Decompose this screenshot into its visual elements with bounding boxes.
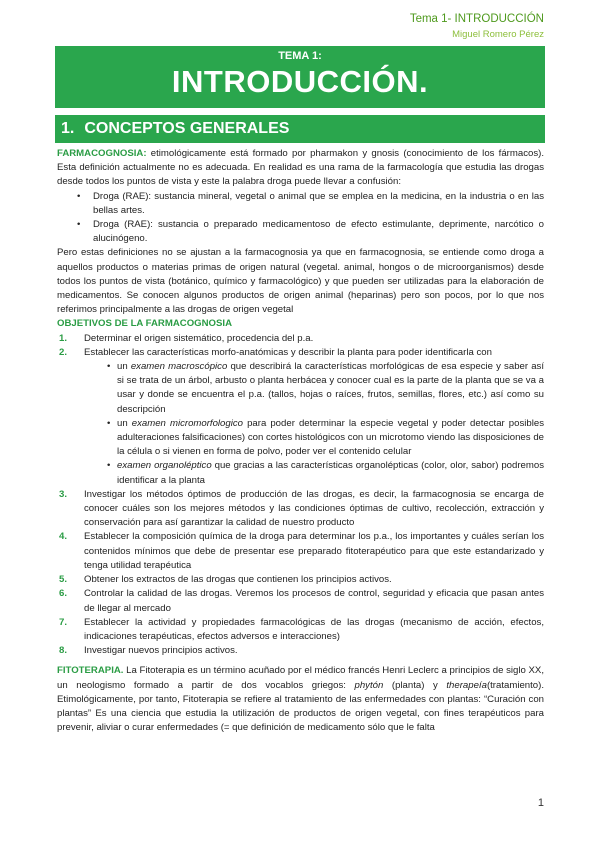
sub-prefix: un <box>117 361 131 373</box>
sub-emphasis: examen micromorfologico <box>131 417 243 429</box>
bullet-icon: • <box>107 460 111 472</box>
bullet-icon: • <box>107 417 111 429</box>
banner-subtitle: TEMA 1: <box>278 50 322 62</box>
bullet-icon: • <box>107 361 111 373</box>
list-item <box>57 573 544 587</box>
list-item <box>57 346 544 360</box>
section-number: 1. <box>61 120 75 137</box>
definition-list <box>57 190 544 247</box>
item-number: 2. <box>59 346 68 358</box>
list-item <box>57 417 544 460</box>
definition-text: Droga (RAE): sustancia mineral, vegetal o animal que se emplea en la medicina, en la industria o en las bellas artes. <box>93 190 544 216</box>
fito-text-1: La Fitoterapia es un término acuñado por el médico francés Henri Leclerc a principios de siglo XX, un neologismo formado a partir de dos vocablos griegos: <box>57 665 544 691</box>
sub-emphasis: examen organoléptico <box>117 460 212 472</box>
header-author: Miguel Romero Pérez <box>452 29 544 40</box>
sub-prefix: un <box>117 417 132 429</box>
item-number: 8. <box>59 645 68 657</box>
item-text: Investigar nuevos principios activos. <box>84 645 238 657</box>
term-farmacognosia: FARMACOGNOSIA: <box>57 148 147 159</box>
fito-em-2: therapeía <box>446 679 487 691</box>
item-text: Determinar el origen sistemático, procedencia del p.a. <box>84 332 314 344</box>
item-number: 4. <box>59 531 68 543</box>
definition-text: Droga (RAE): sustancia o preparado medicamentoso de efecto estimulante, deprimente, narcótico o alucinógeno. <box>93 219 544 245</box>
banner-title: INTRODUCCIÓN. <box>171 64 429 99</box>
fito-text-3: (tratamiento). Etimológicamente, por tanto, Fitoterapia se refiere al tratamiento de las enfermedades con plantas: “Curación con plantas” Es una ciencia que estudia la utilización de productos de origen vegetal, con fines terapéuticos para prevenir, aliviar o curar enfermedades (= que definición de medicamento sólo que le falta <box>57 679 544 734</box>
section-heading <box>55 115 545 143</box>
intro-text: etimológicamente está formado por pharmakon y gnosis (conocimiento de los fármacos). Esta definición actualmente no es adecuada. En realidad es una rama de la farmacología que estudia las drogas desde todos los puntos de vista y este la palabra droga puede llevar a confusión: <box>57 148 544 188</box>
intro-paragraph <box>57 147 544 190</box>
header-title: Tema 1- INTRODUCCIÓN <box>409 13 544 25</box>
sub-text: que describirá la características morfológicas de esa especie y saber así si se trata de un árbol, arbusto o planta herbácea y conocer cual es la parte de la planta que se va a usar y donde se encuentra el p.a. (tallos, hojas o raíces, frutos, semillas, flores, etc.) así como su descripción <box>117 361 544 415</box>
objectives-list <box>57 332 544 360</box>
list-item <box>57 332 544 346</box>
sub-emphasis: examen macroscópico <box>130 361 228 373</box>
item-number: 7. <box>59 616 68 628</box>
list-item <box>57 587 544 615</box>
item-text: Establecer las características morfo-anatómicas y describir la planta para poder identificarla con <box>84 346 492 358</box>
paragraph-drugs: Pero estas definiciones no se ajustan a la farmacognosia ya que en farmacognosia, se entiende como droga a aquellos productos o materias primas de origen natural (vegetal. animal, hongos o de microorganismos) desde todos los puntos de vista (botánico, químico y farmacológico) y que pueden ser utilizadas para la elaboración de medicamentos. Se conocen algunos productos de origen animal (heparinas) pero son pocos, por lo que nos referimos principalmente a las drogas de origen vegetal <box>57 247 544 316</box>
item-text: Investigar los métodos óptimos de producción de las drogas, es decir, la farmacognosia se encarga de conocer cuáles son los mejores métodos y las condiciones óptimas de cultivo, recolección, extracción y conservación para así garantizar la calidad de nuestro producto <box>84 488 544 529</box>
item-text: Controlar la calidad de las drogas. Veremos los procesos de control, seguridad y eficacia que pasan antes de llegar al mercado <box>84 588 544 614</box>
term-fitoterapia: FITOTERAPIA. <box>57 665 124 677</box>
list-item <box>57 644 544 658</box>
bullet-icon: • <box>77 190 81 202</box>
bullet-icon: • <box>77 219 81 231</box>
item-number: 1. <box>59 332 68 344</box>
item-text: Obtener los extractos de las drogas que contienen los principios activos. <box>84 574 392 586</box>
list-item <box>57 218 544 246</box>
fito-text-2: (planta) y <box>383 679 447 691</box>
fito-em-1: phytón <box>354 679 384 691</box>
list-item <box>57 530 544 573</box>
section-title: CONCEPTOS GENERALES <box>84 120 290 137</box>
item-number: 6. <box>59 588 68 600</box>
item-text: Establecer la composición química de la droga para determinar los p.a., los importantes y cuáles serían los contenidos mínimos que debe de presentar ese preparado fitoterapéutico para que este estandarizado y tenga utilidad terapéutica <box>84 531 544 571</box>
item-number: 5. <box>59 574 68 586</box>
objectives-heading: OBJETIVOS DE LA FARMACOGNOSIA <box>57 318 233 330</box>
list-item <box>57 190 544 218</box>
list-item <box>57 616 544 644</box>
item-text: Establecer la actividad y propiedades farmacológicas de las drogas (mecanismo de acción, efectos, indicaciones terapéuticas, efectos adversos e interacciones) <box>84 616 544 642</box>
title-banner <box>55 46 545 108</box>
page-header <box>410 12 544 42</box>
sub-text: que gracias a las características organolépticas (color, olor, sabor) podremos identificar a la planta <box>117 460 545 486</box>
list-item <box>57 488 544 531</box>
objectives-list-continued <box>57 488 544 658</box>
sub-text: para poder determinar la especie vegetal y poder detectar posibles adulteraciones falsificaciones) con cortes histológicos con un microtomo viendo las disposiciones de la célula o si vienen en forma de polvo, poder ver el contenido celular <box>117 417 544 458</box>
page-number: 1 <box>537 797 544 809</box>
item-number: 3. <box>59 488 68 500</box>
list-item <box>57 360 544 417</box>
document-body <box>57 147 544 735</box>
exam-sublist <box>57 360 544 488</box>
fitoterapia-paragraph <box>57 664 544 735</box>
list-item <box>57 459 544 487</box>
